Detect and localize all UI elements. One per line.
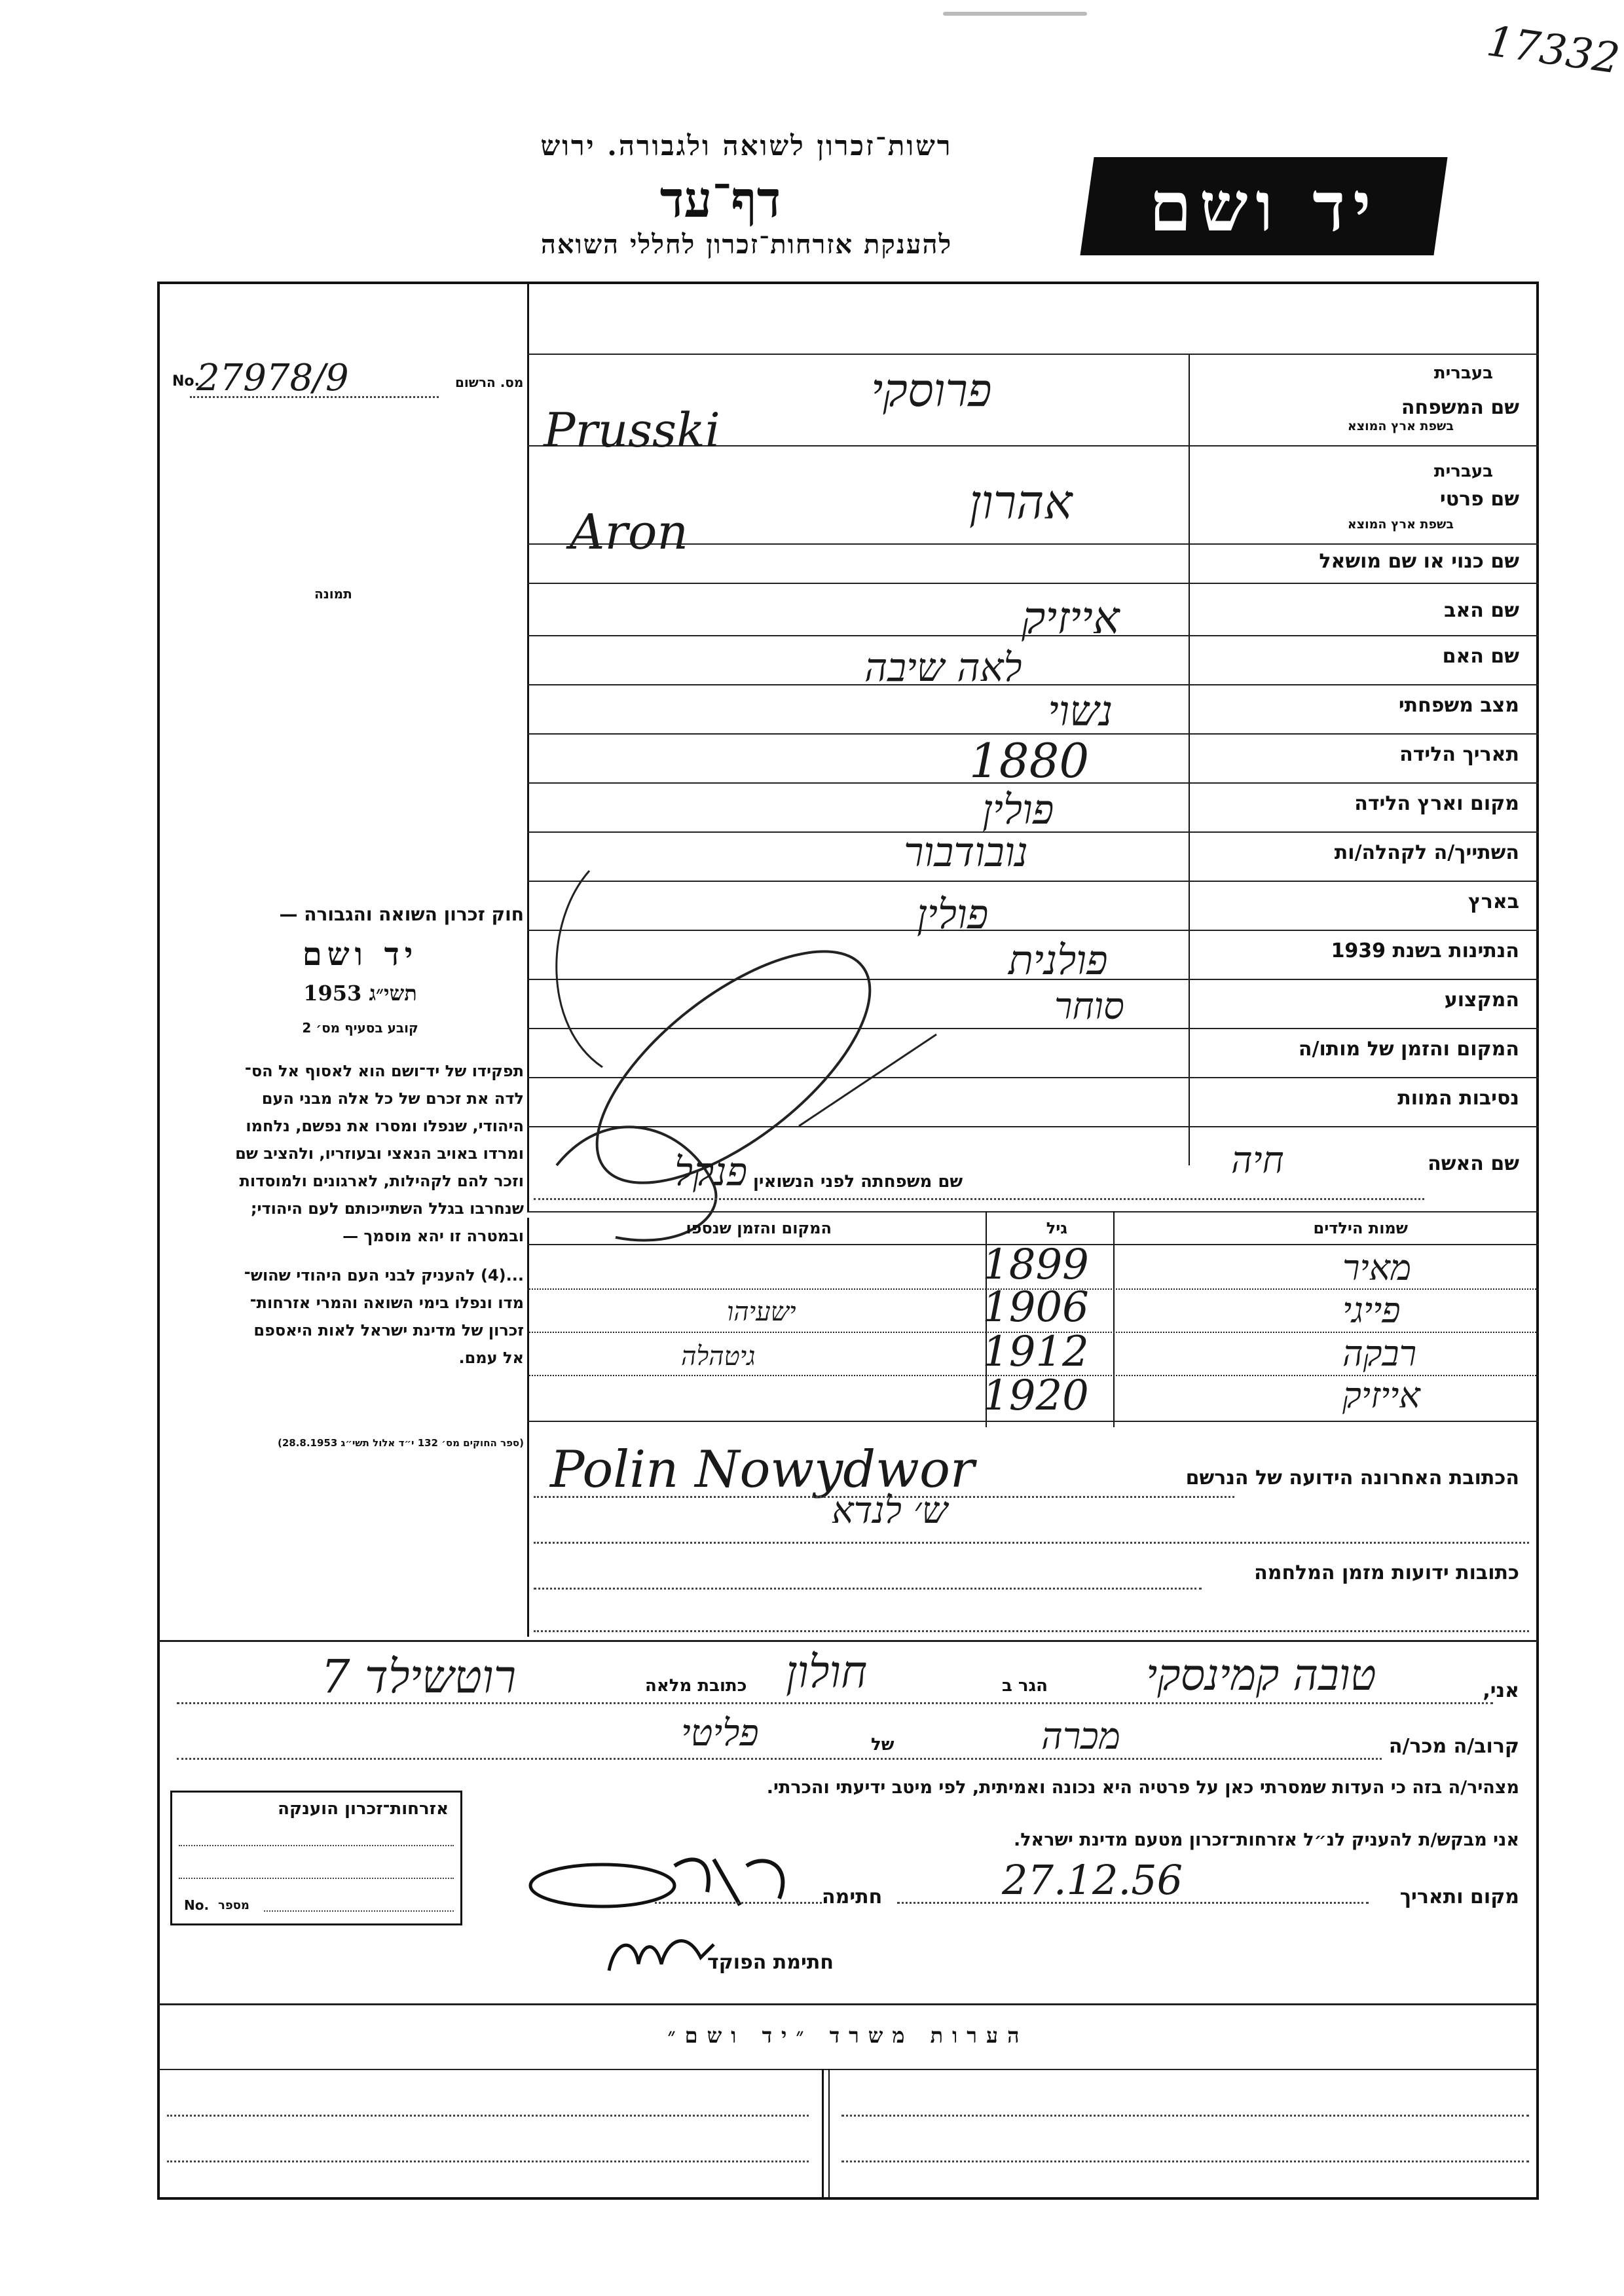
maiden-label: שם משפחתה לפני הנשואין [753,1172,963,1192]
declarant-signature [517,1840,805,1918]
birth-date-label: תאריך הלידה [1399,743,1519,766]
wife-line [534,1198,1424,1200]
law-line: זכרון של מדינת ישראל לאות היאספם [253,1321,524,1339]
wife-label: שם האשה [1428,1152,1519,1175]
notes-divider [822,2069,824,2200]
child-name: אייזיק [1342,1375,1420,1416]
notes-line [167,2115,809,2117]
registration [167,357,527,399]
mother-label: שם האם [1442,645,1519,668]
child-name: מאיר [1342,1247,1412,1288]
law-line: מדו ונפלו בימי השואה והמרי אזרחות־ [249,1294,524,1312]
header-rule [527,354,1539,355]
children-names-header: שמות הילדים [1313,1219,1408,1237]
row-rule [527,1211,1539,1212]
notes-line [841,2115,1529,2117]
law-line: ...(4) להעניק לבני העם היהודי שהוש־ [244,1266,524,1285]
box-line [179,1845,454,1846]
of-label: של [871,1735,895,1755]
date-line [897,1902,1369,1904]
declarant-line [177,1702,1493,1704]
law-name: יד ושם [302,936,418,973]
circumstances-label: נסיבות המוות [1397,1087,1519,1110]
notes-divider [828,2069,830,2200]
profession-value: סוחר [1054,985,1124,1028]
birth-place-value: פולין [982,786,1054,833]
address-line [534,1542,1529,1544]
maiden-name-value: פנקל [674,1149,748,1195]
citizenship-label: הנתינות בשנת 1939 [1331,939,1519,962]
address-line [534,1588,1202,1590]
child-age: 1906 [982,1283,1089,1332]
law-line: לדה את זכרם של כל אלה מבני העם [261,1089,524,1108]
section-rule [158,1640,1538,1642]
box-line [179,1878,454,1879]
family-name-hebrew-value: פרוסקי [871,363,992,417]
archive-number: 17332 [1483,17,1623,84]
profession-label: המקצוע [1444,989,1519,1011]
child-age: 1920 [982,1372,1089,1420]
row-rule [527,684,1539,685]
family-hebrew-label: בעברית [1433,363,1493,383]
death-label: המקום והזמן של מותו/ה [1298,1038,1519,1061]
family-name-label: שם המשפחה [1401,396,1519,419]
first-hebrew-label: בעברית [1433,462,1493,481]
signature-line [655,1902,822,1904]
place-date-value: 27.12.56 [1002,1856,1183,1904]
law-clause: קובע בסעיף מס׳ 2 [302,1020,418,1036]
country-value: פולין [917,890,989,938]
country-label: בארץ [1467,890,1519,913]
logo-text: יד ושם [1149,166,1379,247]
declaration-text: מצהיר/ה בזה כי העדות שמסרתי כאן על פרטיה היא נכונה ואמיתית, לפי מיטב ידיעתי והכרתי. [766,1777,1519,1798]
citizenship-box [170,1791,462,1925]
relation-value: מכרה [1041,1715,1120,1758]
citizenship-box-title: אזרחות־זכרון הוענקה [278,1799,449,1819]
child-place: ישעיהו [727,1297,796,1327]
first-name-native-value: Aron [570,504,689,560]
registration-no-label: No. [172,373,200,390]
child-age: 1899 [982,1241,1089,1289]
declarant-line [177,1758,1382,1760]
last-address-hebrew-value: ש׳ לנדא [832,1489,948,1532]
father-label: שם האב [1444,599,1519,622]
full-address-label: כתובת מלאה [645,1676,747,1696]
child-name: רבקה [1342,1333,1417,1374]
official-signature-label: חתימת הפוקד [707,1951,834,1974]
first-native-label: בשפת ארץ המוצא [1347,517,1454,532]
authority-line: רשות־זכרון לשואה ולגבורה. ירוש [540,130,953,162]
citizenship-box-no-label: No. [184,1897,210,1913]
row-rule [527,1421,1539,1422]
scan-mark [943,12,1087,16]
citizenship-box-number-label: מספר [218,1899,249,1912]
first-name-label: שם פרטי [1439,488,1519,511]
father-value: אייזיק [1022,592,1120,644]
citizenship-value: פולנית [1008,936,1108,984]
law-line: תפקידו של יד־ושם הוא לאסוף אל הס־ [244,1062,524,1080]
community-label: השתייך/ה לקהלה/ות [1334,841,1519,864]
family-native-label: בשפת ארץ המוצא [1347,419,1454,433]
form-subtitle: להענקת אזרחות־זכרון לחללי השואה [540,229,953,260]
family-name-native-value: Prusski [544,403,720,458]
yad-vashem-logo [1080,157,1447,255]
child-name: פייגי [1342,1290,1401,1331]
notes-line [841,2160,1529,2162]
of-person-value: פליטי [681,1712,759,1755]
child-place: גיטהלה [681,1341,756,1372]
box-line [264,1910,454,1912]
request-text: אני מבקש/ת להעניק לנ״ל אזרחות־זכרון מטעם מדינת ישראל. [1013,1830,1519,1850]
marital-label: מצב משפחתי [1398,694,1519,717]
law-title: חוק זכרון השואה והגבורה — [279,903,524,925]
community-value: נובודבור [904,828,1028,876]
notes-rule [158,2069,1538,2070]
registration-label: מס. הרשום [455,374,524,390]
section-rule [158,2003,1538,2005]
signature-label: חתימה [822,1886,883,1908]
mother-value: לאה שיבה [864,645,1022,691]
law-text [170,1057,524,1372]
birth-place-label: מקום וארץ הלידה [1354,792,1519,815]
declarant-city: חולון [786,1647,868,1698]
child-age: 1912 [982,1328,1089,1376]
wartime-address-label: כתובות ידועות מזמן המלחמה [1254,1561,1519,1584]
row-rule [527,583,1539,584]
relative-label: קרוב/ה מכר/ה [1388,1735,1519,1758]
law-line: וזכר להם לקהילות, לארגונים ולמוסדות [239,1172,524,1190]
last-address-label: הכתובת האחרונה הידועה של הנרשם [1185,1467,1519,1489]
birth-date-value: 1880 [969,733,1090,788]
registration-number: 27978/9 [196,357,349,399]
declarant-name: טובה קמינסקי [1146,1650,1376,1700]
registration-line [190,396,439,398]
place-date-label: מקום ותאריך [1399,1886,1519,1908]
marital-value: נשוי [1048,687,1113,736]
law-line: אל עמם. [458,1349,524,1367]
declarant-street: רוטשילד 7 [321,1650,517,1704]
office-notes-title: הערות משרד ״יד ושם״ [667,2023,1029,2048]
law-line: ומרדו באויב הנאצי ובעוזריו, ולהציב שם [235,1144,524,1163]
law-year: תשי״ג 1953 [303,981,417,1006]
notes-line [167,2160,809,2162]
address-line [534,1630,1529,1632]
ani-label: אני, [1483,1679,1519,1702]
law-citation: (ספר החוקים מס׳ 132 י״ד אלול תשי״ג 28.8.1953) [277,1437,524,1449]
resides-label: הגר ב [1002,1676,1048,1696]
form-title: דף־עד [659,170,781,228]
photo-label: תמונה [314,586,352,602]
first-name-hebrew-value: אהרון [969,475,1073,530]
last-address-value: Polin Nowydwor [550,1440,975,1499]
children-age-header: גיל [1046,1219,1067,1237]
children-place-header: המקום והזמן שנספו [686,1219,832,1237]
law-line: שנחרבו בגלל השתייכותם לעם היהודי; [250,1199,524,1218]
nickname-label: שם כנוי או שם מושאל [1319,550,1519,573]
law-line: ובמטרה זו יהא מוסמך — [342,1227,524,1245]
label-divider [1189,354,1190,1165]
wife-name-value: חיה [1231,1139,1284,1182]
law-line: היהודי, שנפלו ומסרו את נפשם, נלחמו [246,1117,524,1135]
official-signature [602,1918,720,1990]
